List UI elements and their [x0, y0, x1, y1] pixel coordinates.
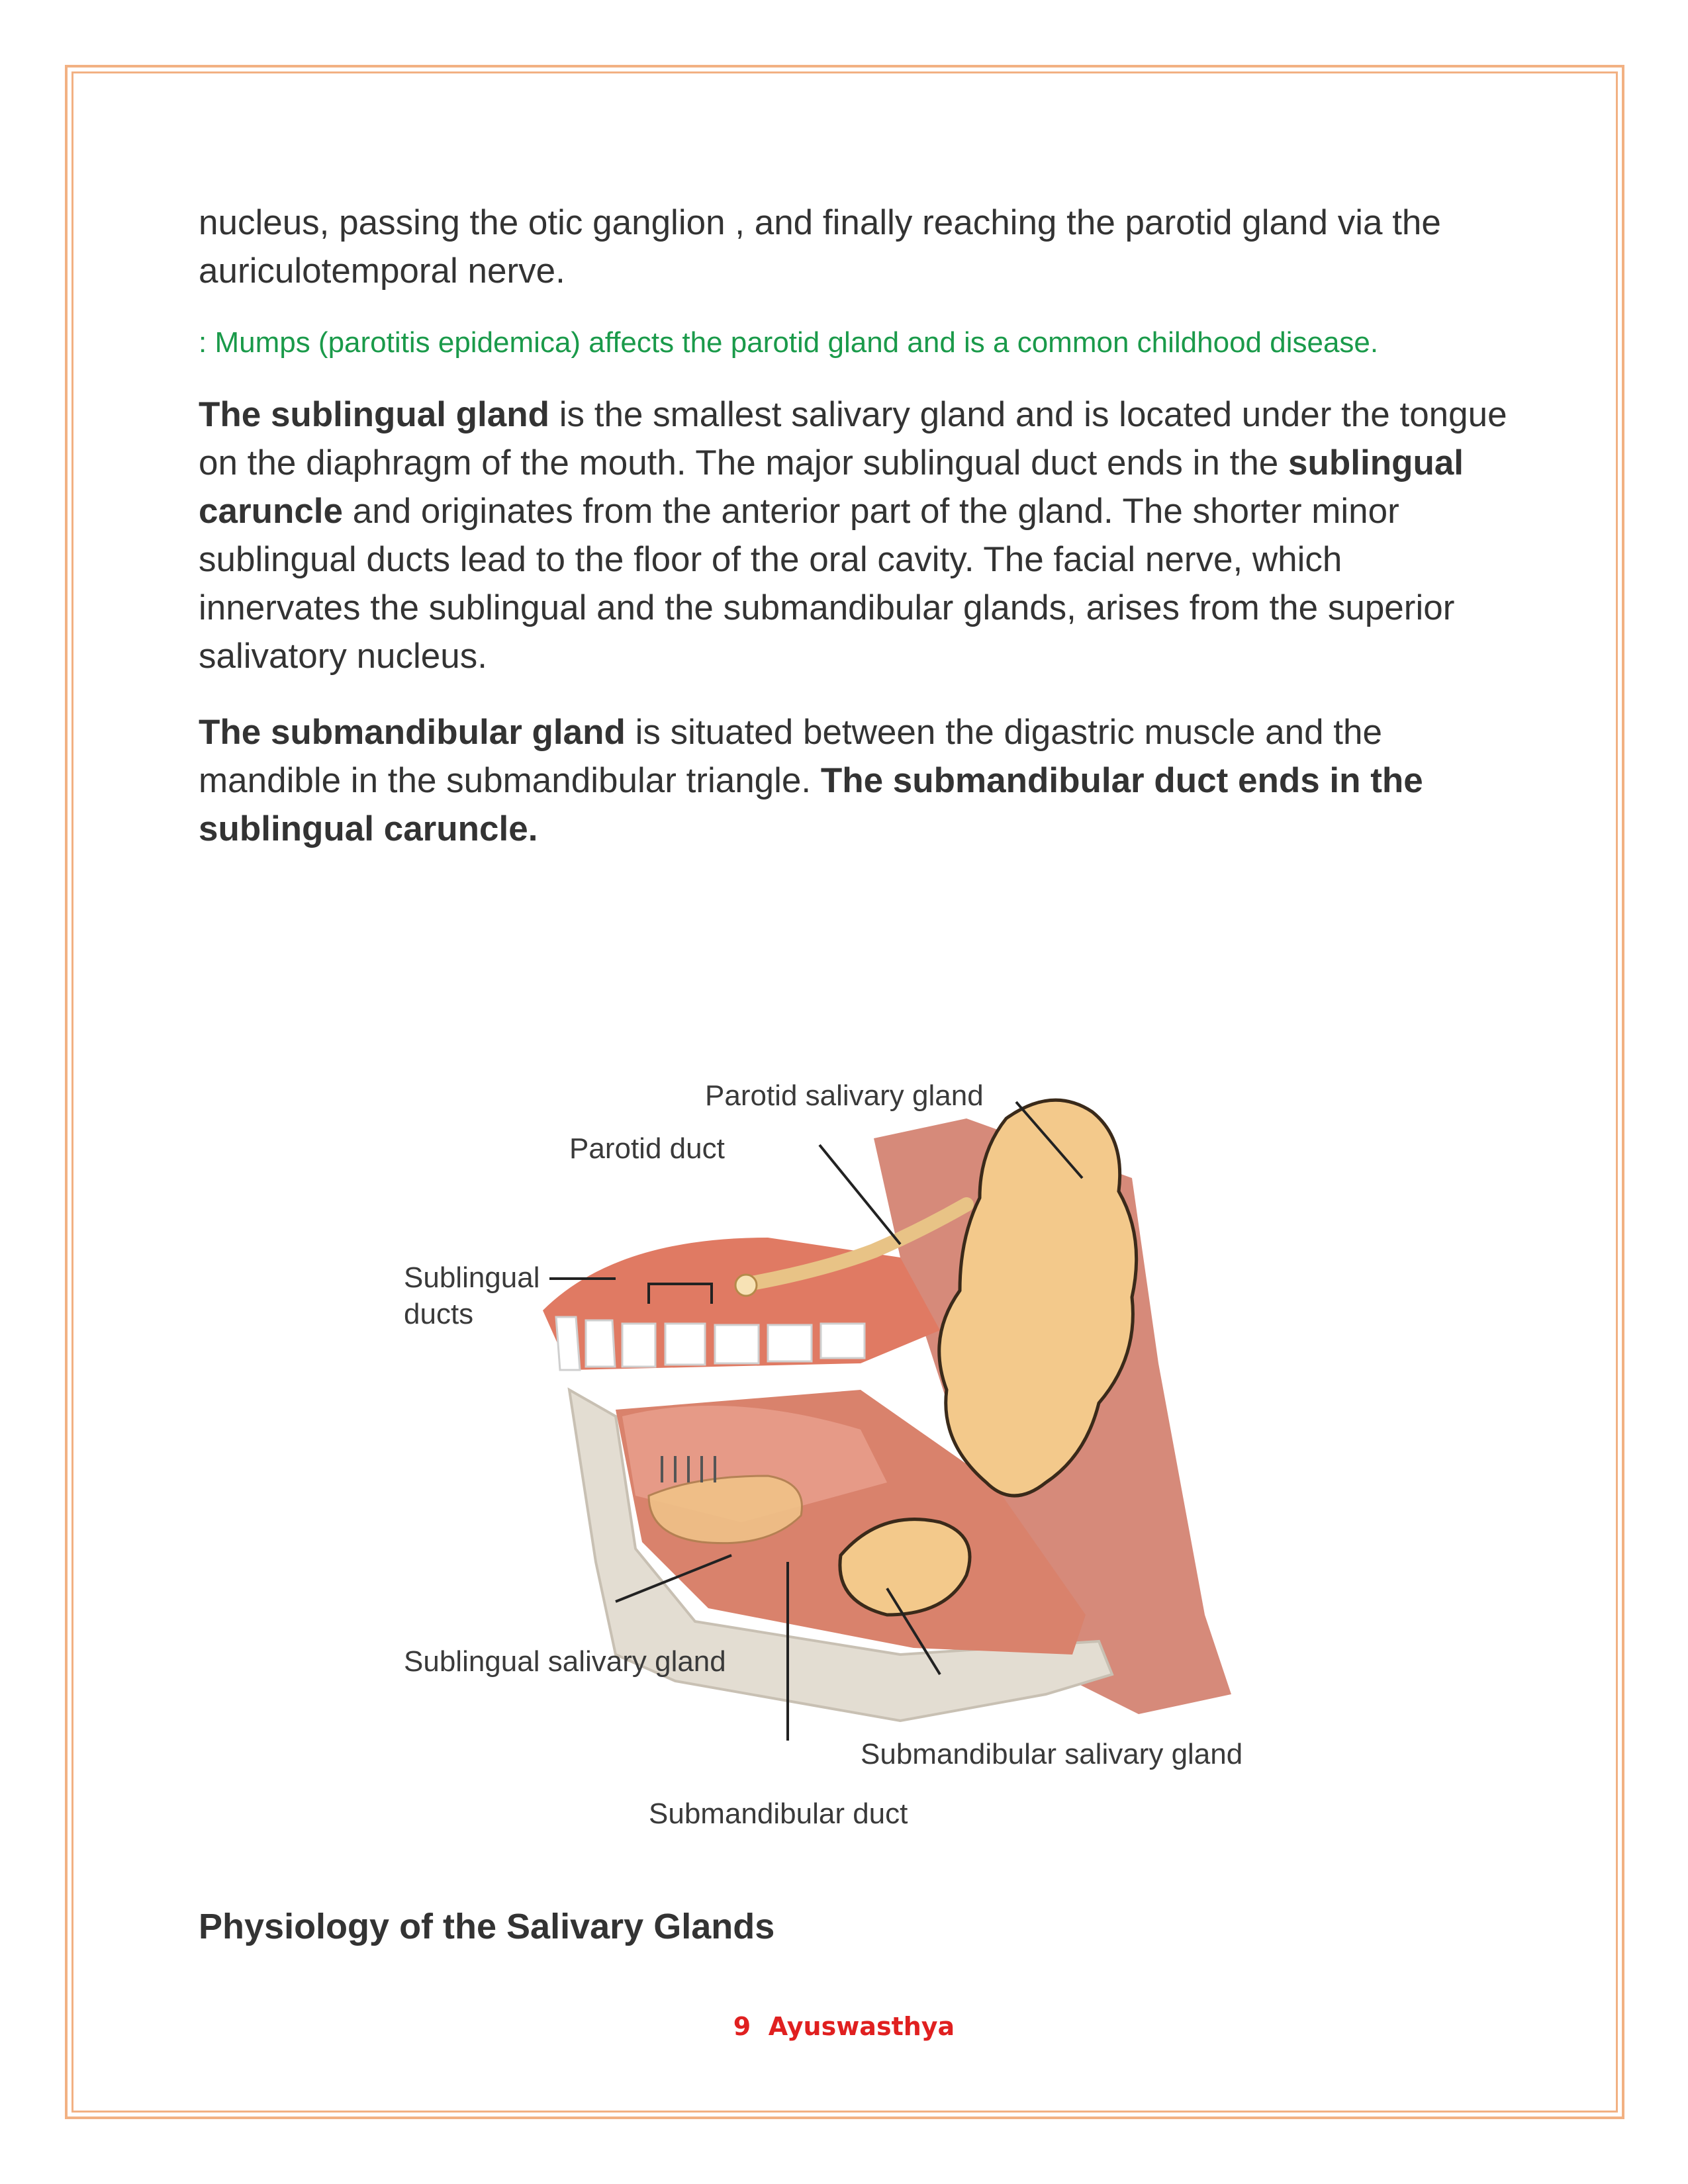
paragraph-submandibular: [199, 708, 1509, 853]
paragraph-sublingual: [199, 390, 1509, 680]
sublingual-gland-term: The sublingual gland: [199, 395, 549, 434]
mumps-note: : Mumps (parotitis epidemica) affects the parotid gland and is a common childhood disease.: [199, 326, 1379, 359]
paragraph-parotid-nerve: nucleus, passing the otic ganglion , and finally reaching the parotid gland via the auriculotemporal nerve.: [199, 203, 1441, 291]
sublingual-caruncle-term: sublingual caruncle: [199, 443, 1464, 531]
label-parotid-gland: Parotid salivary gland: [705, 1079, 984, 1112]
section-heading: Physiology of the Salivary Glands: [199, 1907, 775, 1946]
label-parotid-duct: Parotid duct: [569, 1132, 725, 1165]
footer-site-name: Ayuswasthya: [768, 2012, 955, 2041]
body-text: [199, 199, 1509, 853]
submandibular-text: is situated between the digastric muscle and the mandible in the submandibular triangle.: [199, 713, 1382, 800]
label-submandibular-gland: Submandibular salivary gland: [861, 1738, 1243, 1770]
label-sublingual-gland: Sublingual salivary gland: [404, 1645, 726, 1678]
salivary-glands-illustration: [397, 1019, 1311, 1853]
submandibular-gland-term: The submandibular gland: [199, 713, 626, 752]
sublingual-text-1: is the smallest salivary gland and is located under the tongue on the diaphragm of the mouth. The major sublingual duct ends in the: [199, 395, 1507, 482]
parotid-duct-opening: [735, 1275, 757, 1296]
label-sublingual-ducts-line2: ducts: [404, 1298, 474, 1330]
page-number: 9: [733, 2012, 751, 2041]
label-sublingual-ducts-line1: Sublingual: [404, 1261, 540, 1294]
page-footer: [0, 2012, 1688, 2041]
salivary-glands-figure: [397, 1019, 1311, 1853]
submandibular-duct-statement: The submandibular duct ends in the sublingual caruncle.: [199, 761, 1423, 848]
label-submandibular-duct: Submandibular duct: [649, 1797, 908, 1830]
sublingual-text-2: and originates from the anterior part of the gland. The shorter minor sublingual ducts lead to the floor of the oral cavity. The facial nerve, which innervates the sublingual and the submandibular glands, arises from the superior salivatory nucleus.: [199, 492, 1455, 676]
